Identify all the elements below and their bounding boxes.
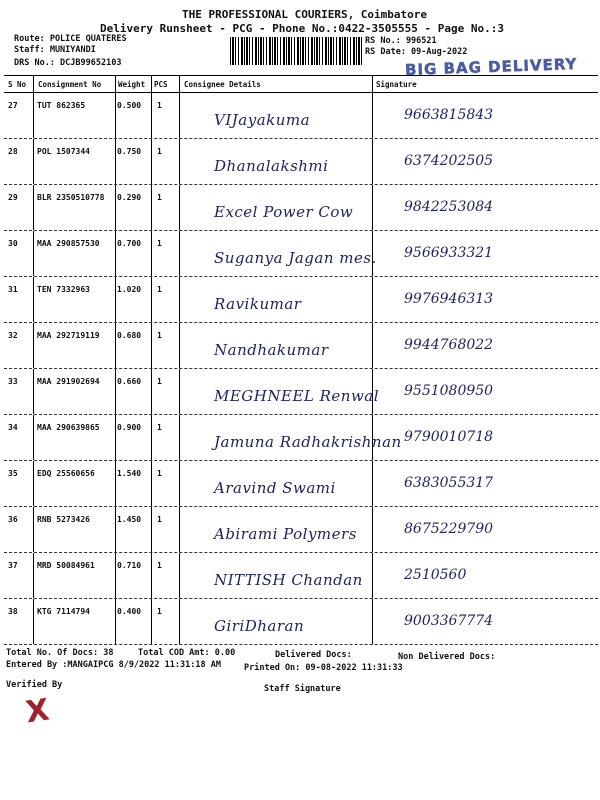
row-weight: 1.540 xyxy=(117,469,142,478)
row-consignment-no: RNB 5273426 xyxy=(37,515,90,524)
verified-mark: X xyxy=(23,692,52,731)
row-consignee-handwriting: MEGHNEEL Renwal xyxy=(214,387,380,405)
row-consignment-no: BLR 2350510778 xyxy=(37,193,105,202)
col-pcs: PCS xyxy=(154,80,168,89)
row-pcs: 1 xyxy=(157,193,162,202)
row-weight: 1.450 xyxy=(117,515,142,524)
col-sno: S No xyxy=(8,80,27,89)
table-row xyxy=(4,185,598,231)
row-consignment-no: TUT 862365 xyxy=(37,101,86,110)
row-sno: 28 xyxy=(8,147,18,156)
col-consignee: Consignee Details xyxy=(184,80,261,89)
row-consignment-no: POL 1507344 xyxy=(37,147,90,156)
row-weight: 0.500 xyxy=(117,101,142,110)
row-sno: 31 xyxy=(8,285,18,294)
row-weight: 0.680 xyxy=(117,331,142,340)
table-row xyxy=(4,369,598,415)
row-signature-handwriting: 2510560 xyxy=(404,567,467,583)
row-consignee-handwriting: Ravikumar xyxy=(214,295,302,313)
row-pcs: 1 xyxy=(157,515,162,524)
table-row xyxy=(4,461,598,507)
row-pcs: 1 xyxy=(157,469,162,478)
row-consignment-no: MAA 292719119 xyxy=(37,331,100,340)
printed-on: Printed On: 09-08-2022 11:31:33 xyxy=(244,663,403,673)
col-signature: Signature xyxy=(376,80,417,89)
row-pcs: 1 xyxy=(157,377,162,386)
row-consignment-no: MAA 290639865 xyxy=(37,423,100,432)
table-row xyxy=(4,415,598,461)
row-consignee-handwriting: Dhanalakshmi xyxy=(214,157,329,175)
staff-label: Staff: MUNIYANDI xyxy=(14,45,96,55)
row-sno: 35 xyxy=(8,469,18,478)
runsheet-table xyxy=(4,75,598,645)
row-sno: 36 xyxy=(8,515,18,524)
row-consignee-handwriting: Suganya Jagan mes. xyxy=(214,249,377,267)
row-weight: 0.290 xyxy=(117,193,142,202)
row-signature-handwriting: 6383055317 xyxy=(404,475,494,491)
row-weight: 1.020 xyxy=(117,285,142,294)
row-weight: 0.400 xyxy=(117,607,142,616)
row-consignee-handwriting: Abirami Polymers xyxy=(214,525,357,543)
row-weight: 0.700 xyxy=(117,239,142,248)
row-consignment-no: TEN 7332963 xyxy=(37,285,90,294)
row-signature-handwriting: 9976946313 xyxy=(404,291,494,307)
row-signature-handwriting: 9566933321 xyxy=(404,245,494,261)
total-docs: Total No. Of Docs: 38 xyxy=(6,648,114,658)
staff-signature: Staff Signature xyxy=(264,684,341,694)
row-sno: 30 xyxy=(8,239,18,248)
row-sno: 34 xyxy=(8,423,18,432)
drs-number: DRS No.: DCJB99652103 xyxy=(14,58,122,68)
table-row xyxy=(4,93,598,139)
row-consignment-no: MAA 291902694 xyxy=(37,377,100,386)
row-pcs: 1 xyxy=(157,423,162,432)
non-delivered-docs: Non Delivered Docs: xyxy=(398,652,496,662)
row-sno: 29 xyxy=(8,193,18,202)
row-consignee-handwriting: VIJayakuma xyxy=(214,111,311,129)
row-signature-handwriting: 9663815843 xyxy=(404,107,494,123)
row-consignment-no: EDQ 25560656 xyxy=(37,469,95,478)
table-row xyxy=(4,231,598,277)
row-sno: 33 xyxy=(8,377,18,386)
row-weight: 0.660 xyxy=(117,377,142,386)
row-signature-handwriting: 9790010718 xyxy=(404,429,494,445)
delivered-docs: Delivered Docs: xyxy=(275,650,352,660)
table-row xyxy=(4,139,598,185)
row-sno: 27 xyxy=(8,101,18,110)
row-consignee-handwriting: Jamuna Radhakrishnan xyxy=(214,433,402,451)
barcode xyxy=(230,37,362,65)
row-consignee-handwriting: GiriDharan xyxy=(214,617,305,635)
row-pcs: 1 xyxy=(157,285,162,294)
row-consignment-no: KTG 7114794 xyxy=(37,607,90,616)
row-pcs: 1 xyxy=(157,239,162,248)
row-sno: 38 xyxy=(8,607,18,616)
verified-by: Verified By xyxy=(6,680,63,690)
table-row xyxy=(4,277,598,323)
row-sno: 37 xyxy=(8,561,18,570)
table-row xyxy=(4,507,598,553)
row-pcs: 1 xyxy=(157,607,162,616)
row-consignee-handwriting: Nandhakumar xyxy=(214,341,329,359)
route-label: Route: POLICE QUATERES xyxy=(14,34,127,44)
row-sno: 32 xyxy=(8,331,18,340)
rs-date: RS Date: 09-Aug-2022 xyxy=(365,47,468,57)
row-signature-handwriting: 8675229790 xyxy=(404,521,494,537)
entered-by: Entered By :MANGAIPCG 8/9/2022 11:31:18 AM xyxy=(6,660,221,670)
row-consignment-no: MAA 290857530 xyxy=(37,239,100,248)
row-pcs: 1 xyxy=(157,561,162,570)
row-consignee-handwriting: Aravind Swami xyxy=(214,479,336,497)
row-consignment-no: MRD 50084961 xyxy=(37,561,95,570)
col-consignment: Consignment No xyxy=(38,80,102,89)
rs-number: RS No.: 996521 xyxy=(365,36,437,46)
table-header xyxy=(4,76,598,93)
runsheet-line: Delivery Runsheet - PCG - Phone No.:0422-3505555 - Page No.:3 xyxy=(100,22,504,35)
row-pcs: 1 xyxy=(157,147,162,156)
table-row xyxy=(4,599,598,645)
company-title: THE PROFESSIONAL COURIERS, Coimbatore xyxy=(182,8,428,21)
row-pcs: 1 xyxy=(157,101,162,110)
row-consignee-handwriting: Excel Power Cow xyxy=(214,203,354,221)
table-row xyxy=(4,553,598,599)
row-signature-handwriting: 6374202505 xyxy=(404,153,494,169)
row-consignee-handwriting: NITTISH Chandan xyxy=(214,571,363,589)
row-signature-handwriting: 9003367774 xyxy=(404,613,494,629)
col-weight: Weight xyxy=(118,80,146,89)
row-weight: 0.750 xyxy=(117,147,142,156)
row-signature-handwriting: 9551080950 xyxy=(404,383,494,399)
big-bag-delivery-stamp: BIG BAG DELIVERY xyxy=(404,54,578,80)
table-row xyxy=(4,323,598,369)
row-pcs: 1 xyxy=(157,331,162,340)
row-signature-handwriting: 9842253084 xyxy=(404,199,494,215)
total-cod: Total COD Amt: 0.00 xyxy=(138,648,236,658)
row-weight: 0.900 xyxy=(117,423,142,432)
row-weight: 0.710 xyxy=(117,561,142,570)
row-signature-handwriting: 9944768022 xyxy=(404,337,494,353)
